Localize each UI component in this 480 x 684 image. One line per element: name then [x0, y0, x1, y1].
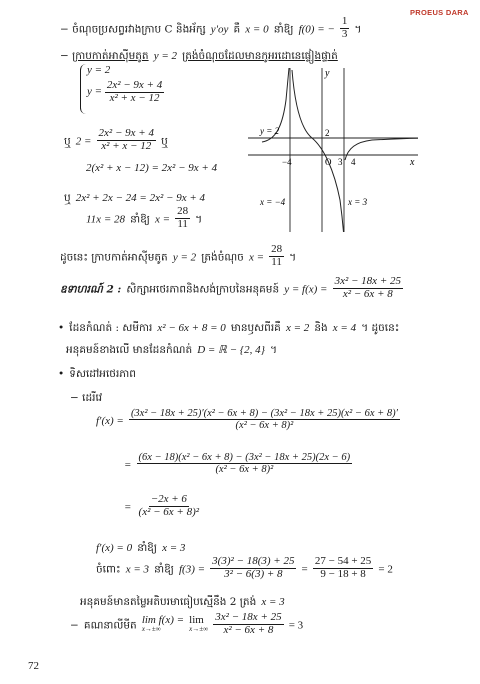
- extreme-line: អនុគមន៍មានតម្លៃអតិបរមាធៀបស្មើនឹង 2 ត្រង់ x = 3: [80, 596, 285, 608]
- header-brand: PROEUS DARA: [410, 8, 469, 17]
- fraction: $\frac{\text{(6x − 18)(x² − 6x + 8) − (3x² − 18x + 25)(2x − 6)}}{\text{(x² − 6x + 8)²}}$: [138, 452, 351, 476]
- fraction: $\frac{1}{3}$: [341, 15, 348, 40]
- km-text: ត្រង់ចំណុចដែលមានកូអរដោនេផ្ទៀងផ្ទាត់: [182, 50, 338, 62]
- label-x: x: [410, 157, 415, 168]
- km-text: ក្រាបកាត់អាស៊ីមតូត: [72, 50, 149, 62]
- f-of-3: ចំពោះ x = 3 នាំឱ្យ f(3) = $\frac{\text{3(3)² − 18(3) + 25}}{\text{3² − 6(3) + 8}}$ = $\frac{27 - 54 + 25}{9 - 18 + 8}$ = 2: [96, 555, 393, 580]
- equation-system: [80, 64, 164, 114]
- km-text: គឺ: [233, 23, 241, 36]
- derivative-heading: − ដេរីវេ: [70, 392, 103, 404]
- variation-heading: • ទិសដៅអថេរភាព: [58, 368, 136, 380]
- math: y = 2: [153, 50, 177, 62]
- fraction: $\frac{\text{2x² − 9x + 4}}{\text{x² + x − 12}}$: [106, 79, 163, 104]
- label-x3: x = 3: [348, 197, 368, 207]
- label-neg4: −4: [282, 157, 292, 167]
- label-y: y: [325, 68, 330, 79]
- label-x-neg4: x = −4: [260, 197, 286, 207]
- derivative-line-1: f′(x) = (3x² − 18x + 25)′(x² − 6x + 8) − (3x² − 18x + 25)(x² − 6x + 8)′ (x² − 6x + 8)²: [96, 408, 398, 432]
- equation-3: ឬ 2x² + 2x − 24 = 2x² − 9x + 4: [64, 192, 206, 204]
- fraction: $\frac{28}{11}$: [271, 243, 283, 268]
- function-graph: [242, 60, 422, 236]
- km-text: នាំឱ្យ: [273, 23, 294, 36]
- domain-line-1: • ដែនកំណត់ : សមីការ x² − 6x + 8 = 0 មានឫសពីរគឺ x = 2 និង x = 4 ។ ដូចនេះ: [58, 322, 400, 334]
- limit-expression-2: lim x→±∞: [189, 614, 209, 634]
- derivative-zero: f′(x) = 0 នាំឱ្យ x = 3: [96, 542, 186, 554]
- fraction: $\frac{\text{2x² − 9x + 4}}{\text{x² + x − 12}}$: [98, 127, 154, 152]
- curve-right-branch: [345, 138, 418, 160]
- derivative-line-2: = $\frac{\text{(6x − 18)(x² − 6x + 8) − (3x² − 18x + 25)(2x − 6)}}{\text{(x² − 6x + 8)²}}$: [124, 452, 351, 476]
- fraction: (3x² − 18x + 25)′(x² − 6x + 8) − (3x² − 18x + 25)(x² − 6x + 8)′ (x² − 6x + 8)²: [130, 408, 398, 432]
- label-y2: y = 2: [260, 126, 280, 136]
- label-origin: O: [325, 157, 332, 167]
- conclusion: ដូចនេះ ក្រាបកាត់អាស៊ីមតូត y = 2 ត្រង់ចំណុច x = $\frac{28}{11}$ ។: [60, 243, 297, 268]
- fraction: $\frac{\text{3x² − 18x + 25}}{\text{x² − 6x + 8}}$: [334, 275, 401, 300]
- math: x = 0: [245, 23, 269, 36]
- system-line-1: y = 2: [87, 64, 111, 76]
- derivative-line-3: = $\frac{-2x + 6}{\text{(x² − 6x + 8)²}}$: [124, 493, 200, 518]
- page-number: 72: [28, 660, 39, 672]
- example-2-title: ឧទាហរណ៍ 2 : សិក្សាអថេរភាពនិងសង់ក្រាបនៃអនុគមន៍ y = f(x) = $\frac{\text{3x² − 18x + 25}}{\text{x² − 6x + 8}}$: [60, 275, 401, 300]
- equation-1: ឬ 2 = $\frac{\text{2x² − 9x + 4}}{\text{x² + x − 12}}$ ឬ: [64, 127, 168, 152]
- label-2: 2: [325, 128, 330, 138]
- equation-2: 2(x² + x − 12) = 2x² − 9x + 4: [86, 162, 218, 174]
- domain-line-2: អនុគមន៍ខាងលើ មានដែនកំណត់ D = ℝ − {2, 4} ។: [66, 344, 278, 356]
- system-line-2: y = $\frac{\text{2x² − 9x + 4}}{\text{x² + x − 12}}$: [87, 79, 163, 104]
- km-text: ចំណុចប្រសព្វរវាងក្រាប C និងអ័ក្ស: [72, 23, 206, 36]
- fraction: $\frac{\text{3(3)² − 18(3) + 25}}{\text{3² − 6(3) + 8}}$: [212, 555, 295, 580]
- curve-middle-branch: [292, 70, 344, 232]
- math: f(0) = −: [298, 23, 335, 36]
- fraction: $\frac{-2x + 6}{\text{(x² − 6x + 8)²}}$: [138, 493, 200, 518]
- limit-line: − គណនាលីមីត lim f(x) = x→±∞ lim x→±∞ $\frac{\text{3x² − 18x + 25}}{\text{x² − 6x + 8}}$ = 3: [70, 611, 304, 636]
- limit-expression: lim f(x) = x→±∞: [141, 614, 185, 634]
- fraction: $\frac{27 - 54 + 25}{9 - 18 + 8}$: [314, 555, 372, 580]
- bullet-line-2: − ក្រាបកាត់អាស៊ីមតូត y = 2 ត្រង់ចំណុចដែលមានកូអរដោនេផ្ទៀងផ្ទាត់: [60, 50, 338, 62]
- math: y'oy: [210, 23, 229, 36]
- bullet-line-1: − ចំណុចប្រសព្វរវាងក្រាប C និងអ័ក្ស y'oy គឺ x = 0 នាំឱ្យ f(0) = − $\frac{1}{3}$ ។: [60, 15, 362, 40]
- fraction: $\frac{\text{3x² − 18x + 25}}{\text{x² − 6x + 8}}$: [215, 611, 282, 636]
- equation-4: 11x = 28 នាំឱ្យ x = $\frac{28}{11}$ ។: [86, 205, 203, 230]
- label-3: 3: [338, 157, 343, 167]
- label-4: 4: [351, 157, 356, 167]
- fraction: $\frac{28}{11}$: [177, 205, 189, 230]
